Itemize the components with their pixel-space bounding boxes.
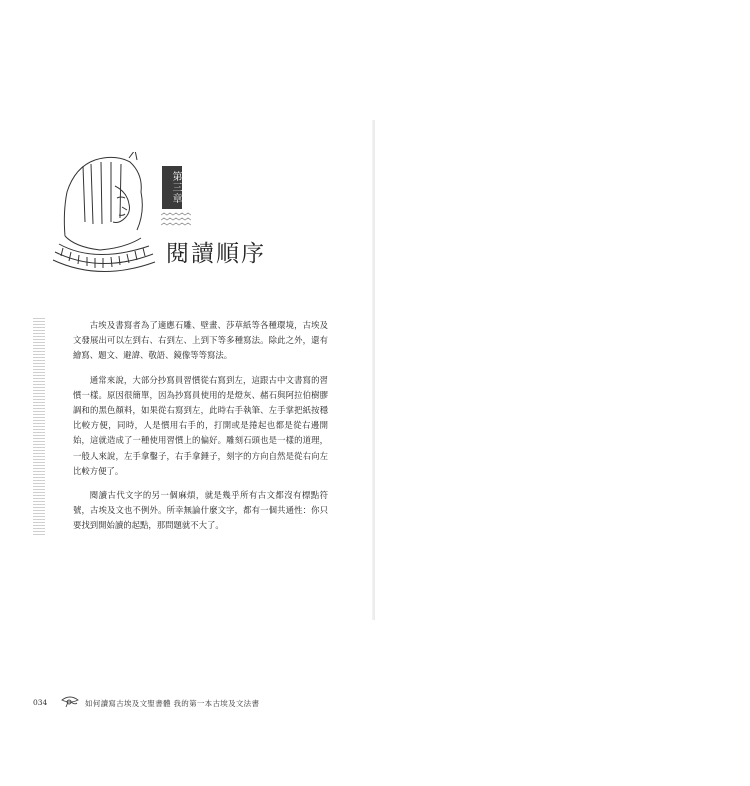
body-paragraph: 通常來說，大部分抄寫員習慣從右寫到左，這跟古中文書寫的習慣一樣。原因很簡單，因為抄寫員使用的是燈灰、赭石與阿拉伯樹膠調和的黑色顏料，如果從右寫到左，此時右手執筆、左手掌把紙按穩比較方便，同時，人是慣用右手的，打開或是捲起也都是從右邊開始，這就造成了一種使用習慣上的偏好。雕刻石頭也是一樣的道理，一般人來說，左手拿鑿子，右手拿錘子，刻字的方向自然是從右向左比較方便了。 [73,374,328,476]
zigzag-ornament-icon [161,212,191,228]
body-paragraph: 閱讀古代文字的另一個麻煩，就是幾乎所有古文都沒有標點符號，古埃及文也不例外。所幸無論什麼文字，都有一個共通性：你只要找到開始讀的起點，那問題就不大了。 [73,490,328,531]
body-paragraph: 古埃及書寫者為了適應石雕、壁畫、莎草紙等各種環境，古埃及文發展出可以左到右、右到左、上到下等多種寫法。除此之外，還有繪寫、題文、避諱、敬語、鏡像等等寫法。 [73,320,328,361]
pharaoh-portrait-illustration [45,152,157,282]
chapter-title: 閱讀順序 [166,241,266,267]
eye-of-horus-icon [60,694,80,708]
left-page [0,0,375,750]
book-title-footer: 如何讀寫古埃及文聖書體 我的第一本古埃及文法書 [85,699,260,708]
right-page [375,0,750,750]
chapter-label: 第三章 [162,166,182,209]
chapter-body-text [73,318,328,543]
page-number-left: 034 [33,698,48,707]
decorative-striped-bar [33,318,45,536]
